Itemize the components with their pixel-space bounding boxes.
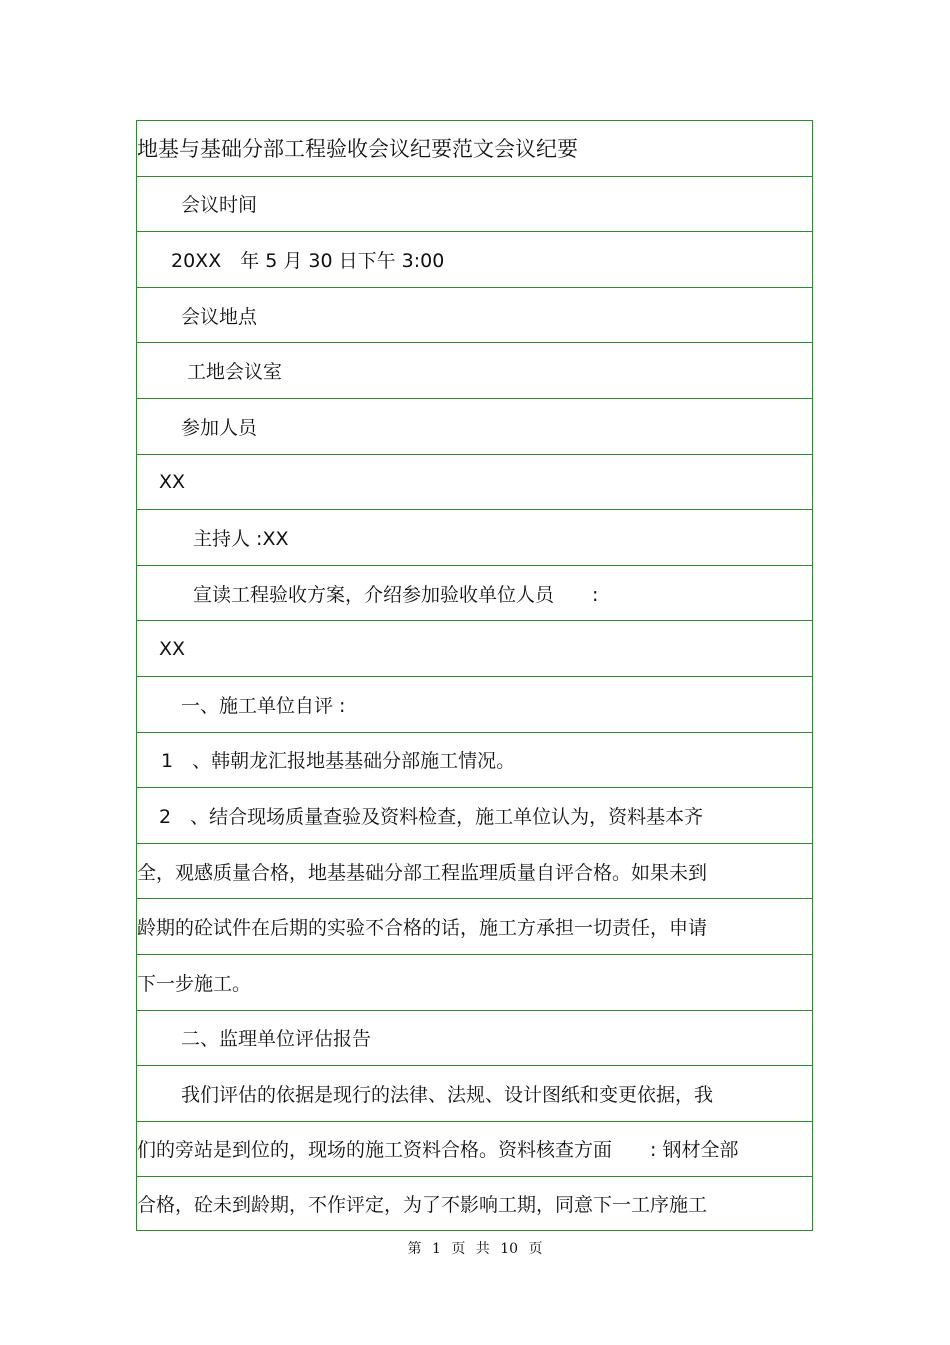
table-row bbox=[137, 1122, 812, 1178]
row-text: 1 、韩朝龙汇报地基基础分部施工情况。 bbox=[161, 750, 516, 773]
table-row bbox=[137, 844, 812, 900]
table-row bbox=[137, 288, 812, 344]
row-text: XX bbox=[159, 470, 186, 493]
table-row bbox=[137, 455, 812, 511]
document-title bbox=[137, 121, 812, 177]
footer-page-number: 1 bbox=[431, 1241, 441, 1257]
page-footer bbox=[0, 1238, 950, 1258]
table-row bbox=[137, 788, 812, 844]
row-text: 我们评估的依据是现行的法律、法规、设计图纸和变更依据，我 bbox=[181, 1083, 714, 1106]
table-row bbox=[137, 677, 812, 733]
row-text: 宣读工程验收方案，介绍参加验收单位人员 : bbox=[193, 583, 599, 606]
row-text: 会议时间 bbox=[181, 194, 258, 217]
row-text: 下一步施工。 bbox=[137, 972, 252, 995]
row-text: XX bbox=[159, 637, 186, 660]
row-text: 二、监理单位评估报告 bbox=[181, 1028, 372, 1051]
row-text: 工地会议室 bbox=[187, 361, 283, 384]
footer-prefix: 第 bbox=[407, 1241, 422, 1257]
row-text: 20XX 年 5 月 30 日下午 3:00 bbox=[171, 249, 445, 272]
table-row bbox=[137, 177, 812, 233]
row-text: 2 、结合现场质量查验及资料检查，施工单位认为，资料基本齐 bbox=[159, 805, 704, 828]
table-row bbox=[137, 621, 812, 677]
footer-total-pages: 10 bbox=[500, 1241, 519, 1257]
row-text: 主持人 :XX bbox=[193, 527, 289, 550]
table-row bbox=[137, 955, 812, 1011]
footer-page-word: 页 bbox=[451, 1241, 466, 1257]
table-row bbox=[137, 343, 812, 399]
row-text: 会议地点 bbox=[181, 305, 258, 328]
table-row bbox=[137, 1011, 812, 1067]
table-row bbox=[137, 399, 812, 455]
table-row bbox=[137, 1066, 812, 1122]
table-row bbox=[137, 510, 812, 566]
row-text: 参加人员 bbox=[181, 416, 258, 439]
row-text: 合格，砼未到龄期，不作评定，为了不影响工期，同意下一工序施工 bbox=[137, 1194, 708, 1217]
title-text: 地基与基础分部工程验收会议纪要范文会议纪要 bbox=[137, 137, 578, 162]
row-text: 龄期的砼试件在后期的实验不合格的话，施工方承担一切责任，申请 bbox=[137, 917, 708, 940]
table-row bbox=[137, 1177, 812, 1230]
table-row bbox=[137, 566, 812, 622]
table-row bbox=[137, 232, 812, 288]
footer-total-word: 共 bbox=[475, 1241, 490, 1257]
row-text: 们的旁站是到位的，现场的施工资料合格。资料核查方面 : 钢材全部 bbox=[137, 1139, 739, 1162]
row-text: 一、施工单位自评 : bbox=[181, 694, 346, 717]
table-row bbox=[137, 733, 812, 789]
row-text: 全，观感质量合格，地基基础分部工程监理质量自评合格。如果未到 bbox=[137, 861, 708, 884]
document-table bbox=[136, 120, 813, 1231]
footer-suffix: 页 bbox=[528, 1241, 543, 1257]
table-row bbox=[137, 899, 812, 955]
